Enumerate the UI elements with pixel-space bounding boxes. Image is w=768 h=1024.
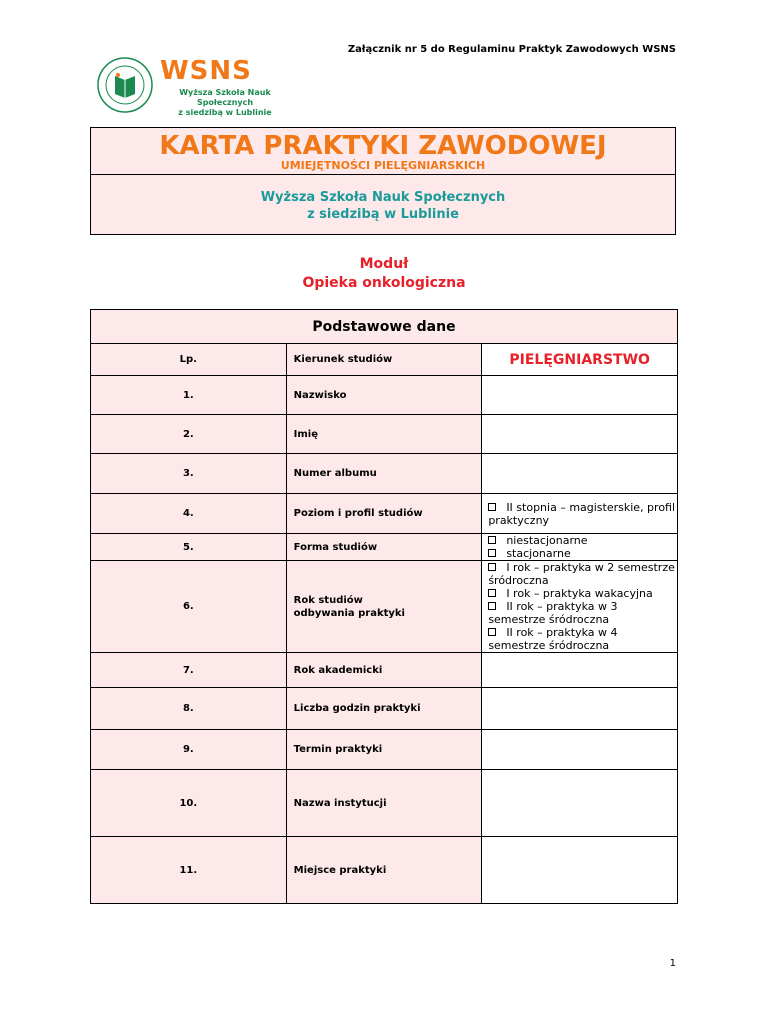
table-row [91,454,678,494]
album-number-field[interactable] [482,454,678,494]
checkbox-icon[interactable] [488,503,496,511]
table-row [91,376,678,415]
study-year-cell [482,561,678,653]
row-lp: 9. [91,730,287,770]
table-row [91,770,678,837]
header-divider [91,174,675,175]
study-form-option: stacjonarne [506,547,571,560]
study-year-option: II rok – praktyka w 4 semestrze śródroczna [488,626,618,652]
row-label: Rok akademicki [286,653,482,688]
study-year-option: I rok – praktyka wakacyjna [506,587,653,600]
checkbox-icon[interactable] [488,536,496,544]
academic-year-field[interactable] [482,653,678,688]
row-lp: 8. [91,688,287,730]
module-heading [0,255,768,293]
row-lp: 4. [91,494,287,534]
row-lp: 2. [91,415,287,454]
row-label-line1: Rok studiów [293,594,363,606]
school-line2: z siedzibą w Lublinie [307,207,459,222]
row-lp: 3. [91,454,287,494]
module-name: Opieka onkologiczna [302,275,466,291]
book-seal-icon [96,56,154,114]
logo-sub-line2: z siedzibą w Lublinie [178,108,272,117]
page-subtitle: UMIEJĘTNOŚCI PIELĘGNIARSKICH [280,159,486,172]
checkbox-icon[interactable] [488,563,496,571]
direction-value: PIELĘGNIARSTWO [482,344,678,376]
row-label: Forma studiów [286,534,482,561]
study-year-option: I rok – praktyka w 2 semestrze śródroczna [488,561,675,587]
row-label: Miejsce praktyki [286,837,482,904]
checkbox-icon[interactable] [488,549,496,557]
logo-sub-line1: Wyższa Szkoła Nauk Społecznych [179,88,271,107]
row-label-line2: odbywania praktyki [293,607,405,619]
table-row [91,730,678,770]
row-label: Nazwisko [286,376,482,415]
module-label: Moduł [359,256,409,272]
row-lp: 10. [91,770,287,837]
annex-note: Załącznik nr 5 do Regulaminu Praktyk Zawodowych WSNS [347,44,676,55]
hours-field[interactable] [482,688,678,730]
wsns-logo [96,56,296,117]
logo-subtitle [160,88,290,118]
row-lp: 6. [91,561,287,653]
table-row [91,837,678,904]
header-box [90,127,676,235]
study-form-cell [482,534,678,561]
study-level-option: II stopnia – magisterskie, profil praktyczny [488,500,676,527]
table-row [91,534,678,561]
row-lp: 7. [91,653,287,688]
institution-field[interactable] [482,770,678,837]
page-number: 1 [669,958,676,969]
checkbox-icon[interactable] [488,589,496,597]
logo-brand: WSNS [160,56,252,86]
first-name-field[interactable] [482,415,678,454]
direction-label: Kierunek studiów [286,344,482,376]
basic-data-table [90,309,678,904]
row-label: Termin praktyki [286,730,482,770]
checkbox-icon[interactable] [488,628,496,636]
school-name [91,189,675,223]
table-row [91,653,678,688]
table-row [91,688,678,730]
surname-field[interactable] [482,376,678,415]
study-year-option: II rok – praktyka w 3 semestrze śródroczna [488,600,618,626]
row-label: Nazwa instytucji [286,770,482,837]
term-field[interactable] [482,730,678,770]
place-field[interactable] [482,837,678,904]
row-lp: 1. [91,376,287,415]
row-label: Numer albumu [286,454,482,494]
row-label: Liczba godzin praktyki [286,688,482,730]
row-label [286,561,482,653]
row-lp: 11. [91,837,287,904]
table-row [91,415,678,454]
row-label: Imię [286,415,482,454]
row-label: Poziom i profil studiów [286,494,482,534]
study-form-option: niestacjonarne [506,534,588,547]
table-heading: Podstawowe dane [91,310,678,344]
checkbox-icon[interactable] [488,602,496,610]
study-level-cell [482,494,678,534]
table-row [91,494,678,534]
page-title: KARTA PRAKTYKI ZAWODOWEJ [159,131,607,161]
row-lp: 5. [91,534,287,561]
table-row [91,561,678,653]
lp-header: Lp. [91,344,287,376]
school-line1: Wyższa Szkoła Nauk Społecznych [260,190,506,205]
